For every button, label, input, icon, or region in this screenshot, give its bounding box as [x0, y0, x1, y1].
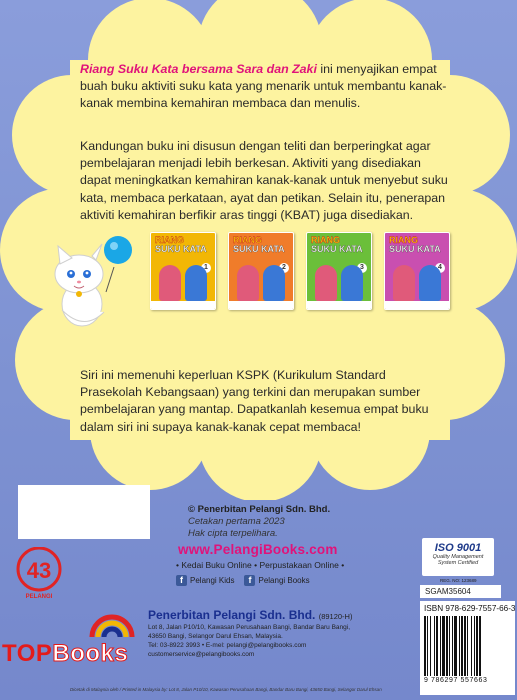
book-number: 3: [357, 263, 367, 273]
watermark-top: TOP: [2, 640, 53, 667]
content-paragraph: Kandungan buku ini disusun dengan teliti dan berperingkat agar pembelajaran menjadi lebih berkesan. Aktiviti yang disediakan dapat meningkatkan kemahiran kanak-kanak untuk menyebut suku kata, membaca perkataan, ayat dan petikan. Selain itu, penerapan aktiviti kemahiran berfikir aras tinggi (KBAT) juga disediakan.: [80, 139, 448, 222]
book-cover-1: [150, 232, 216, 310]
iso-sub1: Quality Management: [432, 554, 484, 560]
logo-number: 43: [26, 558, 52, 583]
book-band: [151, 301, 215, 309]
cat-mascot: [44, 232, 144, 332]
book-cover-2: [228, 232, 294, 310]
publisher-title: Penerbitan Pelangi Sdn. Bhd.: [148, 608, 316, 622]
publisher-address: [148, 623, 350, 659]
social-links: [176, 575, 310, 586]
iso-sub2: System Certified: [437, 560, 479, 566]
print-edition: Cetakan pertama 2023: [188, 516, 285, 527]
product-code: SGAM35604: [420, 585, 501, 598]
logo-label: PELANGI: [25, 594, 53, 600]
address-line-3: Tel: 03-8922 3993 • E-mel: pelangi@pelangibooks.com: [148, 642, 307, 649]
website-link[interactable]: www.PelangiBooks.com: [178, 542, 338, 557]
iso-title: ISO 9001: [434, 542, 482, 554]
book-number: 4: [435, 263, 445, 273]
book-number: 1: [201, 263, 211, 273]
book-series: [150, 232, 450, 310]
book-band: [385, 301, 449, 309]
girl-figure: [393, 265, 415, 301]
address-line-2: 43650 Bangi, Selangor Darul Ehsan, Malaysia.: [148, 633, 283, 640]
barcode: [424, 616, 510, 676]
intro-text: ini menyajikan empat buah buku aktiviti suku kata yang menarik untuk membantu kanak-kanak membina kemahiran membaca dan menulis.: [80, 62, 447, 111]
girl-figure: [237, 265, 259, 301]
girl-figure: [159, 265, 181, 301]
book-brand: RIANG: [311, 235, 340, 245]
copyright-block: [188, 504, 330, 540]
boy-figure: [341, 265, 363, 301]
social-kids-label: Pelangi Kids: [190, 576, 235, 585]
rights-reserved: Hak cipta terpelihara.: [188, 528, 278, 539]
shop-channels: • Kedai Buku Online • Perpustakaan Online •: [176, 560, 345, 570]
address-line-1: Lot 8, Jalan P10/10, Kawasan Perusahaan Bangi, Bandar Baru Bangi,: [148, 624, 351, 631]
blank-label-box: [18, 485, 150, 539]
book-brand: RIANG: [155, 235, 184, 245]
facebook-icon: f: [176, 575, 187, 586]
boy-figure: [185, 265, 207, 301]
book-cover-4: [384, 232, 450, 310]
boy-figure: [419, 265, 441, 301]
watermark: [2, 640, 128, 668]
publisher-reg: (89120-H): [318, 612, 353, 621]
printer-footer: Dicetak di Malaysia oleh / Printed in Malaysia by: Lot 8, Jalan P10/10, Kawasan Perusahaan Bangi, Bandar Baru Bangi, 43650 Bangi, Selangor Darul Ehsan: [70, 687, 382, 692]
girl-figure: [315, 265, 337, 301]
boy-figure: [263, 265, 285, 301]
iso-reg-no: REG. NO: 123689: [440, 578, 477, 583]
book-title: SUKU KATA: [233, 244, 285, 254]
isbn-label: ISBN 978-629-7557-66-3: [424, 604, 516, 613]
book-cover-3: [306, 232, 372, 310]
facebook-icon: f: [244, 575, 255, 586]
book-title: SUKU KATA: [389, 244, 441, 254]
book-brand: RIANG: [233, 235, 262, 245]
anniversary-logo: [14, 547, 64, 602]
book-title: SUKU KATA: [311, 244, 363, 254]
copyright-line: © Penerbitan Pelangi Sdn. Bhd.: [188, 504, 331, 515]
isbn-barcode: [420, 601, 515, 695]
book-band: [307, 301, 371, 309]
barcode-bar: [479, 616, 481, 676]
publisher-name: [148, 608, 352, 622]
series-title: Riang Suku Kata bersama Sara dan Zaki: [80, 62, 317, 76]
address-line-4: customerservice@pelangibooks.com: [148, 651, 255, 658]
book-band: [229, 301, 293, 309]
social-books-label: Pelangi Books: [258, 576, 310, 585]
book-number: 2: [279, 263, 289, 273]
isbn-digits: 9 786297 557663: [424, 677, 488, 684]
book-brand: RIANG: [389, 235, 418, 245]
series-paragraph: Siri ini memenuhi keperluan KSPK (Kurikulum Standard Prasekolah Kebangsaan) yang terkini dan merupakan sumber pembelajaran yang mantap. Dapatkanlah kesemua empat buku dalam siri ini supaya kanak-kanak cepat membaca!: [80, 368, 429, 434]
iso-badge: [422, 538, 494, 576]
social-books[interactable]: [244, 575, 309, 586]
book-title: SUKU KATA: [155, 244, 207, 254]
rainbow-logo: [87, 603, 137, 639]
social-kids[interactable]: [176, 575, 234, 586]
watermark-books: Books: [52, 640, 129, 667]
intro-paragraph: [80, 61, 450, 113]
